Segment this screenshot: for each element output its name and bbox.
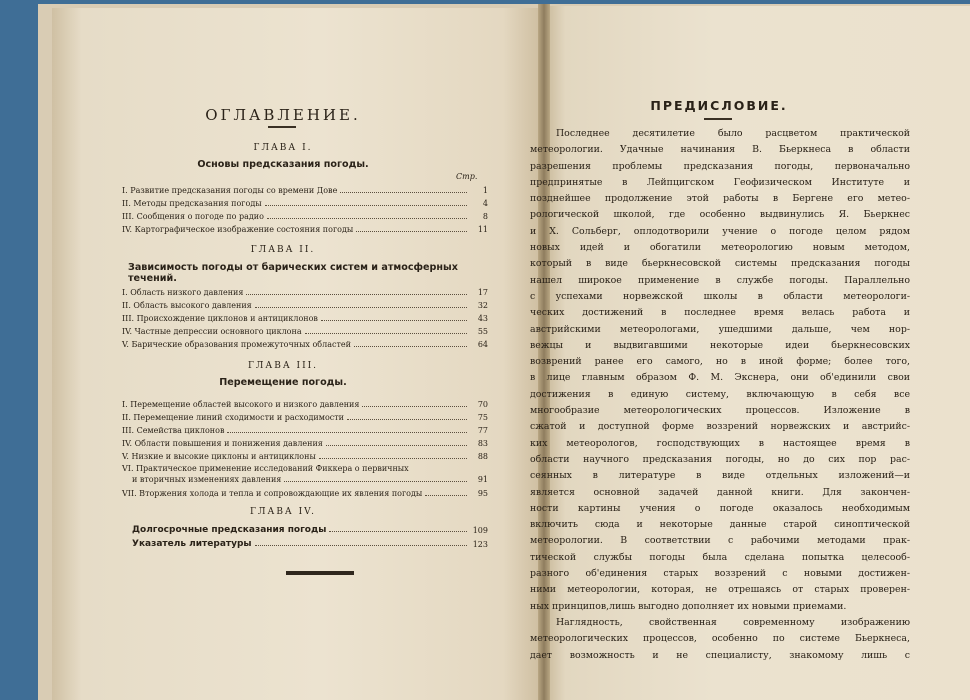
text-line: разного об'единения старых воззрений с новыми достижен-	[530, 568, 910, 580]
toc-entry[interactable]: Долгосрочные предсказания погоды 109	[132, 525, 488, 535]
ornament-rule	[286, 571, 354, 575]
text-line: многообразие метеорологических процессов. Изложение в	[530, 405, 910, 417]
chapter-heading: ГЛАВА IV.	[250, 507, 316, 517]
text-line: предпринятые в Лейпцигском Геофизическом Институте и	[530, 176, 910, 188]
toc-entry[interactable]: VII. Вторжения холода и тепла и сопровождающие их явления погоды 95	[122, 489, 488, 498]
text-line: с успехами норвежской школы в области метеорологи-	[530, 290, 910, 302]
toc-entry[interactable]: I. Развитие предсказания погоды со времени Дове 1	[122, 186, 488, 195]
toc-page-number: 43	[477, 314, 488, 323]
toc-page-number: 8	[482, 212, 488, 221]
toc-page-number: 64	[477, 340, 488, 349]
toc-entry[interactable]: IV. Частные депрессии основного циклона 55	[122, 327, 488, 336]
text-line: метеорологических процессов, особенно по системе Бьеркнеса,	[530, 633, 910, 645]
table-of-contents	[38, 4, 542, 700]
text-line: ких метеорологов, господствующих в настоящее время в	[530, 437, 910, 449]
text-line: ческих достижений в последнее время велась работа и	[530, 307, 910, 319]
toc-page-number: 55	[477, 327, 488, 336]
text-line: является основной задачей данной книги. Для закончен-	[530, 486, 910, 498]
text-line: достижения в единую систему, включающую в себя все	[530, 388, 910, 400]
text-line: дает возможность и не специалисту, знакомому лишь с	[530, 649, 910, 661]
toc-page-number: 4	[482, 199, 488, 208]
text-line: разрешения проблемы предсказания погоды, первоначально	[530, 160, 910, 172]
toc-title-rule	[268, 126, 296, 128]
chapter-title: Перемещение погоды.	[219, 377, 347, 388]
text-line: Последнее десятилетие было расцветом практической	[556, 128, 910, 139]
toc-entry[interactable]: I. Область низкого давления 17	[122, 288, 488, 297]
text-line: ности картины учения о погоде оказалось необходимым	[530, 502, 910, 514]
chapter-title: Зависимость погоды от барических систем и атмосферных течений.	[128, 262, 458, 284]
preface-text	[530, 126, 910, 664]
text-line: австрийскими метеорологами, ушедшими дальше, чем нор-	[530, 323, 910, 335]
chapter-heading: ГЛАВА I.	[253, 143, 313, 153]
text-line: вежцы и выдвигавшими некоторые идеи бьеркнесовских	[530, 339, 910, 351]
toc-title: ОГЛАВЛЕНИЕ.	[205, 106, 361, 124]
toc-page-number: 11	[477, 225, 488, 234]
toc-entry[interactable]: II. Методы предсказания погоды 4	[122, 199, 488, 208]
text-line: в лице главным образом Ф. М. Экснера, они об'единили свои	[530, 372, 910, 384]
text-line: нашел широкое применение в службе погоды. Параллельно	[530, 274, 910, 286]
toc-entry[interactable]: Указатель литературы 123	[132, 539, 488, 549]
chapter-heading: ГЛАВА III.	[247, 361, 319, 371]
text-line: и Х. Сольберг, оплодотворили учение о погоде целом рядом	[530, 225, 910, 237]
preface-title: ПРЕДИСЛОВИЕ.	[650, 98, 788, 113]
toc-entry[interactable]: V. Низкие и высокие циклоны и антициклоны 88	[122, 452, 488, 461]
toc-entry[interactable]: V. Барические образования промежуточных областей 64	[122, 340, 488, 349]
toc-entry[interactable]: III. Сообщения о погоде по радио 8	[122, 212, 488, 221]
toc-page-number: 17	[477, 288, 488, 297]
text-line: который в виде бьеркнесовской системы предсказания погоды	[530, 258, 910, 270]
text-line: рологической школой, где особенно выдвинулись Я. Бьеркнес	[530, 209, 910, 221]
text-line: метеорологии. Удачные начинания В. Бьеркнеса в области	[530, 144, 910, 156]
toc-entry[interactable]: II. Область высокого давления 32	[122, 301, 488, 310]
page-column-label: Стр.	[456, 172, 478, 181]
text-line: включить сюда и некоторые данные старой синоптической	[530, 519, 910, 531]
text-line: сеянных в литературе в виде отдельных изложений—и	[530, 470, 910, 482]
text-line: ных принципов,лишь выгодно дополняет их новыми приемами.	[530, 600, 847, 612]
toc-page-number: 95	[477, 489, 488, 498]
toc-entry[interactable]: II. Перемещение линий сходимости и расходимости 75	[122, 413, 488, 422]
toc-entry[interactable]: III. Происхождение циклонов и антициклонов 43	[122, 314, 488, 323]
toc-page-number: 109	[472, 526, 488, 535]
toc-page-number: 1	[482, 186, 488, 195]
toc-page-number: 83	[477, 439, 488, 448]
chapter-heading: ГЛАВА II.	[250, 245, 316, 255]
text-line: тической службы погоды была сделана попытка целесооб-	[530, 551, 910, 563]
toc-entry[interactable]: IV. Картографическое изображение состояния погоды 11	[122, 225, 488, 234]
toc-page-number: 77	[477, 426, 488, 435]
text-line: новых идей и обогатили метеорологию новым методом,	[530, 242, 910, 254]
text-line: ними метеорологии, которая, не отрешаясь от старых проверен-	[530, 584, 910, 596]
chapter-title: Основы предсказания погоды.	[197, 159, 369, 170]
toc-entry[interactable]: VI. Практическое применение исследований Фиккера о первичных и вторичных изменениях давления 91	[122, 464, 488, 484]
toc-page-number: 75	[477, 413, 488, 422]
text-line: возврений ранее его самого, но в иной форме; более того,	[530, 356, 910, 368]
text-line: позднейшее продолжение этой работы в Бергене его метео-	[530, 193, 910, 205]
text-line: области научного предсказания погоды, но до сих пор рас-	[530, 453, 910, 465]
toc-entry[interactable]: III. Семейства циклонов 77	[122, 426, 488, 435]
text-line: метеорологии. В соответствии с рабочими методами прак-	[530, 535, 910, 547]
toc-entry[interactable]: IV. Области повышения и понижения давления 83	[122, 439, 488, 448]
toc-page-number: 91	[477, 475, 488, 484]
toc-page-number: 88	[477, 452, 488, 461]
preface-title-rule	[704, 118, 732, 120]
toc-page-number: 32	[477, 301, 488, 310]
text-line: Наглядность, свойственная современному изображению	[556, 616, 910, 628]
toc-page-number: 70	[477, 400, 488, 409]
toc-entry[interactable]: I. Перемещение областей высокого и низкого давления 70	[122, 400, 488, 409]
toc-page-number: 123	[472, 540, 488, 549]
text-line: сжатой и доступной форме воззрений норвежских и австрийс-	[530, 421, 910, 433]
